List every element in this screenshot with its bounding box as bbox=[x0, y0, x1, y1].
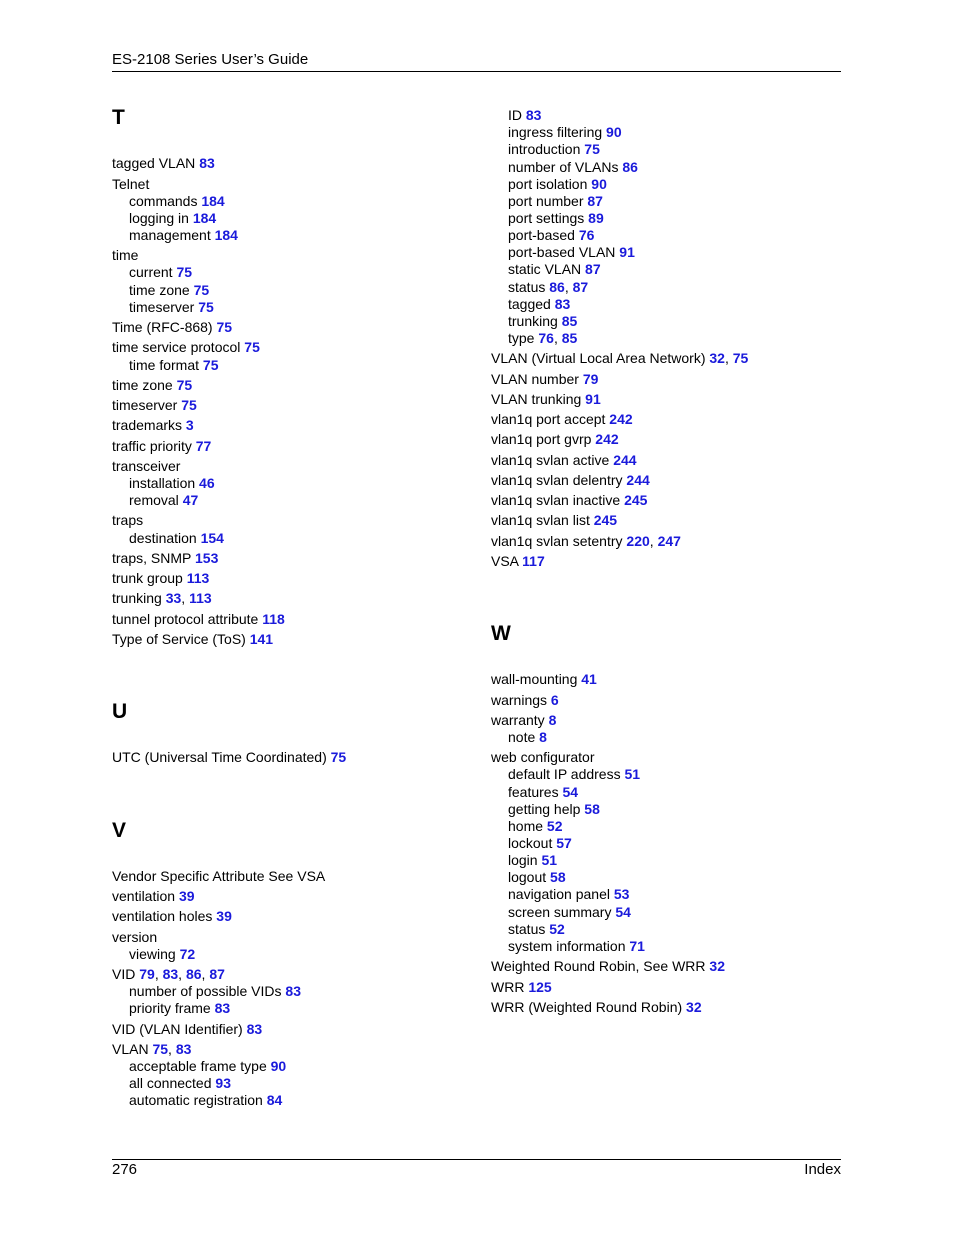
index-term: time zone bbox=[129, 282, 190, 298]
index-entry bbox=[491, 979, 552, 996]
page-link[interactable]: 90 bbox=[591, 176, 607, 192]
index-term: viewing bbox=[129, 946, 176, 962]
page-link[interactable]: 242 bbox=[595, 431, 619, 447]
index-term: port-based bbox=[508, 227, 575, 243]
page-link[interactable]: 184 bbox=[214, 227, 238, 243]
page-link[interactable]: 83 bbox=[199, 155, 215, 171]
page-link[interactable]: 87 bbox=[209, 966, 225, 982]
index-term: vlan1q svlan active bbox=[491, 452, 610, 468]
index-term: installation bbox=[129, 475, 196, 491]
index-entry bbox=[112, 155, 215, 172]
page-link[interactable]: 91 bbox=[585, 391, 601, 407]
index-subentry bbox=[508, 921, 565, 938]
index-term: WRR (Weighted Round Robin) bbox=[491, 999, 683, 1015]
index-entry bbox=[112, 397, 197, 414]
index-subentry bbox=[129, 193, 225, 210]
index-term: logout bbox=[508, 869, 547, 885]
index-term: vlan1q svlan setentry bbox=[491, 533, 623, 549]
index-entry bbox=[491, 472, 650, 489]
index-subentry bbox=[508, 784, 578, 801]
index-term: port-based VLAN bbox=[508, 244, 616, 260]
index-term: vlan1q svlan inactive bbox=[491, 492, 621, 508]
index-entry bbox=[112, 908, 232, 925]
index-subentry bbox=[129, 475, 215, 492]
index-term: UTC (Universal Time Coordinated) bbox=[112, 749, 327, 765]
index-term: type bbox=[508, 330, 535, 346]
index-entry bbox=[491, 411, 633, 428]
page-link[interactable]: 72 bbox=[179, 946, 196, 962]
index-subentry bbox=[508, 904, 631, 921]
index-term: time service protocol bbox=[112, 339, 241, 355]
page-link[interactable]: 75 bbox=[216, 319, 233, 335]
page-link[interactable]: 184 bbox=[201, 193, 225, 209]
page-link[interactable]: 52 bbox=[549, 921, 565, 937]
index-term: version bbox=[112, 929, 158, 945]
index-term: VLAN (Virtual Local Area Network) bbox=[491, 350, 706, 366]
index-term: navigation panel bbox=[508, 886, 610, 902]
index-term: traps bbox=[112, 512, 144, 528]
page-link[interactable]: 51 bbox=[541, 852, 558, 868]
page-link[interactable]: 75 bbox=[244, 339, 260, 355]
index-term: trademarks bbox=[112, 417, 183, 433]
index-subentry bbox=[129, 492, 198, 509]
index-subentry bbox=[129, 1058, 286, 1075]
index-term: number of VLANs bbox=[508, 159, 619, 175]
index-subentry bbox=[129, 946, 195, 963]
index-entry bbox=[112, 749, 346, 766]
index-entry bbox=[112, 438, 211, 455]
index-term: static VLAN bbox=[508, 261, 582, 277]
index-term: port number bbox=[508, 193, 584, 209]
index-subentry bbox=[129, 357, 218, 374]
page-link[interactable]: 118 bbox=[262, 611, 285, 627]
page-link[interactable]: 242 bbox=[609, 411, 633, 427]
index-subentry bbox=[508, 296, 570, 313]
page-link[interactable]: 8 bbox=[548, 712, 557, 728]
page-link[interactable]: 39 bbox=[216, 908, 232, 924]
page-link[interactable]: 86 bbox=[622, 159, 638, 175]
index-subentry bbox=[508, 766, 640, 783]
index-term: note bbox=[508, 729, 536, 745]
index-term: tagged bbox=[508, 296, 551, 312]
index-subentry bbox=[129, 282, 209, 299]
page-link[interactable]: 83 bbox=[525, 107, 542, 123]
index-entry bbox=[112, 570, 209, 587]
index-term: Time (RFC-868) bbox=[112, 319, 213, 335]
index-entry: VLAN 75, 83 bbox=[112, 1041, 192, 1057]
page-link[interactable]: 184 bbox=[192, 210, 217, 226]
index-term: ventilation bbox=[112, 888, 176, 904]
running-header: ES-2108 Series User’s Guide bbox=[112, 51, 309, 68]
index-term: ingress filtering bbox=[508, 124, 603, 140]
page-link[interactable]: 47 bbox=[182, 492, 199, 508]
index-term: introduction bbox=[508, 141, 581, 157]
index-entry bbox=[112, 417, 194, 434]
index-subentry bbox=[508, 818, 563, 835]
page-link[interactable]: 79 bbox=[139, 966, 155, 982]
page-link[interactable]: 87 bbox=[587, 193, 603, 209]
index-term: WRR bbox=[491, 979, 525, 995]
index-term: destination bbox=[129, 530, 197, 546]
index-term: time bbox=[112, 247, 139, 263]
index-term: traffic priority bbox=[112, 438, 192, 454]
index-term: lockout bbox=[508, 835, 553, 851]
page-link[interactable]: 75 bbox=[193, 282, 210, 298]
page-link[interactable]: 75 bbox=[584, 141, 600, 157]
index-term: number of possible VIDs bbox=[129, 983, 282, 999]
index-subentry bbox=[508, 869, 566, 886]
index-term: VID (VLAN Identifier) bbox=[112, 1021, 243, 1037]
index-subentry bbox=[508, 729, 547, 746]
index-entry: trunking 33, 113 bbox=[112, 590, 212, 606]
index-term: traps, SNMP bbox=[112, 550, 192, 566]
page-link[interactable]: 71 bbox=[629, 938, 645, 954]
index-subentry bbox=[508, 938, 645, 955]
index-term: login bbox=[508, 852, 538, 868]
page-link[interactable]: 84 bbox=[266, 1092, 283, 1108]
page-link[interactable]: 75 bbox=[152, 1041, 169, 1057]
index-subentry bbox=[508, 141, 600, 158]
index-entry bbox=[112, 929, 157, 946]
footer-section-name: Index bbox=[804, 1161, 841, 1178]
index-entry bbox=[112, 339, 260, 356]
index-subentry bbox=[508, 210, 604, 227]
index-entry bbox=[112, 611, 285, 628]
index-subentry bbox=[508, 886, 629, 903]
index-term: port settings bbox=[508, 210, 585, 226]
page-link[interactable]: 117 bbox=[522, 553, 545, 569]
index-entry: vlan1q svlan setentry 220, 247 bbox=[491, 533, 681, 549]
footer-rule bbox=[112, 1159, 841, 1160]
page-link[interactable]: 244 bbox=[626, 472, 650, 488]
index-term: vlan1q svlan list bbox=[491, 512, 590, 528]
index-term: timeserver bbox=[129, 299, 195, 315]
page-link[interactable]: 83 bbox=[162, 966, 179, 982]
index-term: vlan1q port accept bbox=[491, 411, 606, 427]
page-link[interactable]: 154 bbox=[200, 530, 224, 546]
page-link[interactable]: 75 bbox=[732, 350, 749, 366]
index-subentry bbox=[129, 983, 301, 1000]
index-term: screen summary bbox=[508, 904, 612, 920]
page-link[interactable]: 75 bbox=[330, 749, 347, 765]
index-term: ID bbox=[508, 107, 522, 123]
header-rule bbox=[112, 71, 841, 72]
index-subentry bbox=[129, 210, 216, 227]
index-entry bbox=[112, 512, 143, 529]
index-term: trunking bbox=[112, 590, 162, 606]
index-term: timeserver bbox=[112, 397, 178, 413]
page-link[interactable]: 51 bbox=[624, 766, 641, 782]
page-link[interactable]: 77 bbox=[195, 438, 212, 454]
index-term: ventilation holes bbox=[112, 908, 213, 924]
index-term: VLAN number bbox=[491, 371, 579, 387]
index-term: vlan1q port gvrp bbox=[491, 431, 592, 447]
page-link[interactable]: 76 bbox=[578, 227, 595, 243]
page-link[interactable]: 220 bbox=[626, 533, 650, 549]
index-term: management bbox=[129, 227, 211, 243]
index-term: VLAN trunking bbox=[491, 391, 582, 407]
page-link[interactable]: 39 bbox=[178, 888, 195, 904]
page-link[interactable]: 85 bbox=[561, 330, 578, 346]
page-link[interactable]: 83 bbox=[285, 983, 301, 999]
index-entry bbox=[491, 452, 637, 469]
index-term: current bbox=[129, 264, 173, 280]
index-entry: VLAN (Virtual Local Area Network) 32, 75 bbox=[491, 350, 749, 366]
index-entry bbox=[491, 391, 601, 408]
index-subentry bbox=[129, 1075, 231, 1092]
page-link[interactable]: 75 bbox=[181, 397, 197, 413]
index-subentry bbox=[508, 313, 577, 330]
section-heading-w: W bbox=[491, 622, 511, 645]
index-entry bbox=[491, 692, 559, 709]
page-link[interactable]: 54 bbox=[615, 904, 631, 920]
index-entry bbox=[491, 553, 545, 570]
index-entry bbox=[112, 247, 138, 264]
index-term: commands bbox=[129, 193, 198, 209]
page-link[interactable]: 83 bbox=[214, 1000, 231, 1016]
index-entry bbox=[112, 550, 218, 567]
page-link[interactable]: 3 bbox=[185, 417, 194, 433]
index-subentry bbox=[508, 193, 603, 210]
index-entry bbox=[491, 999, 702, 1016]
page-link[interactable]: 141 bbox=[249, 631, 274, 647]
index-term: wall-mounting bbox=[491, 671, 578, 687]
index-term: logging in bbox=[129, 210, 189, 226]
index-term: time zone bbox=[112, 377, 173, 393]
page-link[interactable]: 113 bbox=[186, 570, 210, 586]
page-link[interactable]: 58 bbox=[550, 869, 566, 885]
index-term: VID bbox=[112, 966, 136, 982]
page-link[interactable]: 245 bbox=[624, 492, 648, 508]
index-subentry bbox=[508, 176, 607, 193]
index-term: tagged VLAN bbox=[112, 155, 196, 171]
index-term: system information bbox=[508, 938, 626, 954]
index-entry bbox=[112, 176, 149, 193]
index-subentry bbox=[129, 1092, 282, 1109]
page-link[interactable]: 58 bbox=[584, 801, 600, 817]
index-entry bbox=[491, 492, 647, 509]
index-term: trunking bbox=[508, 313, 558, 329]
index-term: VSA bbox=[491, 553, 519, 569]
index-term: acceptable frame type bbox=[129, 1058, 267, 1074]
index-term: warnings bbox=[491, 692, 548, 708]
index-subentry: type 76, 85 bbox=[508, 330, 578, 346]
index-term: web configurator bbox=[491, 749, 595, 765]
page-link[interactable]: 83 bbox=[175, 1041, 192, 1057]
page-link[interactable]: 93 bbox=[215, 1075, 231, 1091]
index-subentry bbox=[129, 299, 214, 316]
index-entry bbox=[491, 749, 595, 766]
index-subentry bbox=[129, 1000, 230, 1017]
index-term: home bbox=[508, 818, 544, 834]
page-link[interactable]: 52 bbox=[546, 818, 563, 834]
index-term: time format bbox=[129, 357, 200, 373]
index-subentry bbox=[129, 530, 224, 547]
index-subentry bbox=[508, 159, 638, 176]
page-link[interactable]: 86 bbox=[185, 966, 202, 982]
index-entry: VID 79, 83, 86, 87 bbox=[112, 966, 225, 982]
page-link[interactable]: 245 bbox=[593, 512, 618, 528]
page-link[interactable]: 79 bbox=[582, 371, 599, 387]
index-term: default IP address bbox=[508, 766, 621, 782]
page-number: 276 bbox=[112, 1161, 138, 1178]
index-entry bbox=[491, 958, 725, 975]
index-term: priority frame bbox=[129, 1000, 211, 1016]
page-link[interactable]: 32 bbox=[709, 958, 725, 974]
index-term: Telnet bbox=[112, 176, 150, 192]
index-subentry: status 86, 87 bbox=[508, 279, 589, 295]
page-link[interactable]: 247 bbox=[657, 533, 681, 549]
page-link[interactable]: 32 bbox=[686, 999, 702, 1015]
index-term: trunk group bbox=[112, 570, 183, 586]
page-link[interactable]: 75 bbox=[198, 299, 214, 315]
index-subentry bbox=[508, 835, 572, 852]
index-term: VLAN bbox=[112, 1041, 149, 1057]
page-link[interactable]: 75 bbox=[176, 264, 193, 280]
index-term: getting help bbox=[508, 801, 581, 817]
page-link[interactable]: 87 bbox=[572, 279, 589, 295]
index-term: warranty bbox=[491, 712, 545, 728]
index-subentry bbox=[508, 107, 541, 124]
index-subentry bbox=[508, 227, 594, 244]
section-heading-u: U bbox=[112, 700, 128, 723]
page-link[interactable]: 8 bbox=[539, 729, 547, 745]
index-entry bbox=[112, 458, 180, 475]
index-subentry bbox=[129, 227, 238, 244]
section-heading-t: T bbox=[112, 106, 125, 129]
page-link[interactable]: 83 bbox=[246, 1021, 263, 1037]
index-term: vlan1q svlan delentry bbox=[491, 472, 623, 488]
index-subentry bbox=[508, 801, 600, 818]
page-link[interactable]: 46 bbox=[199, 475, 215, 491]
index-entry bbox=[112, 868, 325, 885]
index-term: all connected bbox=[129, 1075, 212, 1091]
index-entry bbox=[112, 631, 273, 648]
index-subentry bbox=[508, 852, 557, 869]
page-link[interactable]: 91 bbox=[619, 244, 635, 260]
page-link[interactable]: 33 bbox=[165, 590, 182, 606]
page-link[interactable]: 89 bbox=[588, 210, 604, 226]
page-link[interactable]: 83 bbox=[554, 296, 571, 312]
index-entry bbox=[112, 888, 195, 905]
index-entry bbox=[112, 377, 192, 394]
section-heading-v: V bbox=[112, 819, 127, 842]
page-link[interactable]: 85 bbox=[561, 313, 578, 329]
page-link[interactable]: 86 bbox=[549, 279, 565, 295]
index-subentry bbox=[508, 261, 601, 278]
page-link[interactable]: 153 bbox=[195, 550, 219, 566]
page-link[interactable]: 75 bbox=[202, 357, 219, 373]
index-entry bbox=[112, 319, 232, 336]
page-link[interactable]: 6 bbox=[550, 692, 559, 708]
index-term: port isolation bbox=[508, 176, 588, 192]
page-link[interactable]: 90 bbox=[270, 1058, 287, 1074]
index-term: tunnel protocol attribute bbox=[112, 611, 259, 627]
index-subentry bbox=[508, 124, 622, 141]
page-link[interactable]: 41 bbox=[581, 671, 597, 687]
index-entry bbox=[491, 712, 556, 729]
page-link[interactable]: 90 bbox=[606, 124, 622, 140]
index-entry bbox=[491, 431, 619, 448]
index-term: status bbox=[508, 921, 546, 937]
page-link[interactable]: 32 bbox=[709, 350, 725, 366]
index-term: removal bbox=[129, 492, 179, 508]
page-link[interactable]: 54 bbox=[562, 784, 579, 800]
index-term: automatic registration bbox=[129, 1092, 263, 1108]
page-link[interactable]: 53 bbox=[613, 886, 630, 902]
page-link[interactable]: 125 bbox=[528, 979, 552, 995]
index-term: status bbox=[508, 279, 546, 295]
index-entry bbox=[491, 512, 617, 529]
index-entry bbox=[491, 671, 597, 688]
page-link[interactable]: 244 bbox=[613, 452, 637, 468]
index-entry bbox=[491, 371, 598, 388]
index-term: transceiver bbox=[112, 458, 181, 474]
page-link[interactable]: 87 bbox=[585, 261, 601, 277]
index-entry bbox=[112, 1021, 262, 1038]
index-term: Weighted Round Robin, See WRR bbox=[491, 958, 706, 974]
page-link[interactable]: 57 bbox=[556, 835, 572, 851]
page-link[interactable]: 75 bbox=[176, 377, 193, 393]
index-term: features bbox=[508, 784, 559, 800]
index-subentry bbox=[508, 244, 635, 261]
index-subentry bbox=[129, 264, 192, 281]
page-link[interactable]: 113 bbox=[189, 590, 212, 606]
page-link[interactable]: 76 bbox=[538, 330, 554, 346]
index-term: Type of Service (ToS) bbox=[112, 631, 246, 647]
index-term: Vendor Specific Attribute See VSA bbox=[112, 868, 326, 884]
